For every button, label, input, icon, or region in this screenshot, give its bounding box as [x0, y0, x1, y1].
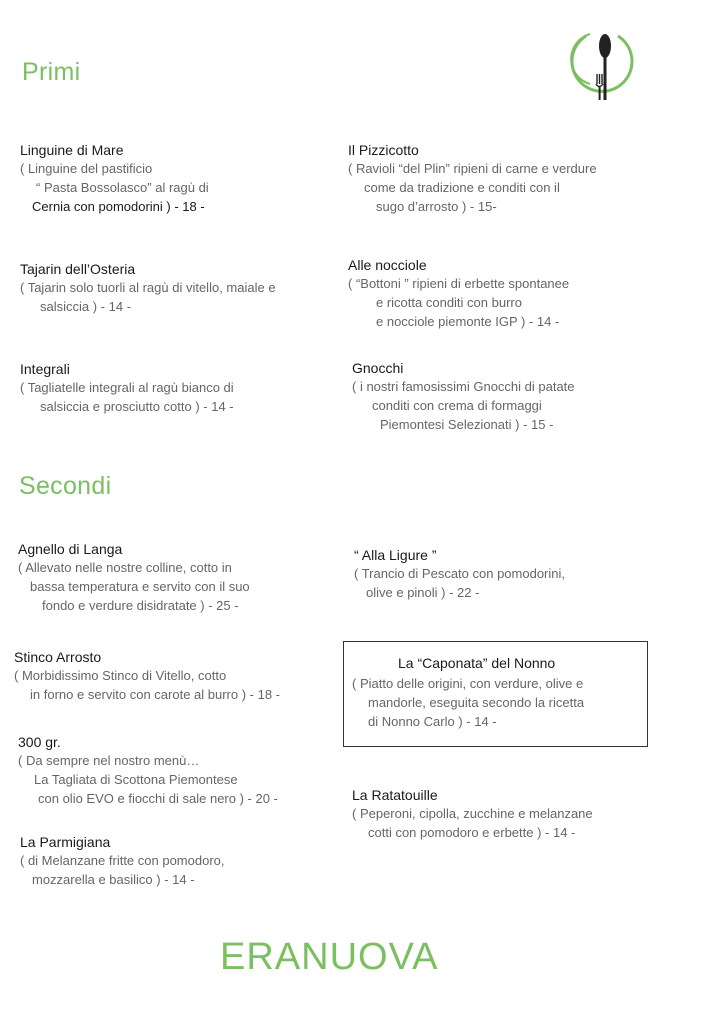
- dish-il-pizzicotto: [348, 141, 597, 216]
- dish-desc-line: con olio EVO e fiocchi di sale nero ) - 20 -: [38, 791, 278, 806]
- dish-alle-nocciole: [348, 256, 569, 331]
- dish-desc-line: ( Morbidissimo Stinco di Vitello, cotto: [14, 668, 227, 683]
- dish-name: “ Alla Ligure ”: [354, 547, 437, 563]
- dish-name: Alle nocciole: [348, 257, 427, 273]
- dish-name: Integrali: [20, 361, 70, 377]
- dish-desc-line: fondo e verdure disidratate ) - 25 -: [42, 598, 239, 613]
- dish-desc-line: sugo d’arrosto ) - 15-: [376, 199, 497, 214]
- dish-desc-line: e nocciole piemonte IGP ) - 14 -: [376, 314, 560, 329]
- dish-integrali: [20, 360, 234, 416]
- dish-desc-line: ( “Bottoni ” ripieni di erbette spontanee: [348, 276, 570, 291]
- dish-desc-line: come da tradizione e conditi con il: [364, 180, 560, 195]
- dish-desc-line: ( Allevato nelle nostre colline, cotto in: [18, 560, 232, 575]
- highlight-box: [343, 641, 648, 747]
- dish-la-parmigiana: [20, 833, 225, 889]
- dish-desc-line: mandorle, eseguita secondo la ricetta: [368, 695, 585, 710]
- dish-linguine-di-mare: [20, 141, 209, 216]
- dish-desc-line: ( Da sempre nel nostro menù…: [18, 753, 200, 768]
- dish-stinco-arrosto: [14, 648, 280, 704]
- dish-desc-line: in forno e servito con carote al burro ) - 18 -: [30, 687, 281, 702]
- dish-name: La Ratatouille: [352, 787, 438, 803]
- dish-desc-line: La Tagliata di Scottona Piemontese: [34, 772, 238, 787]
- dish-la-ratatouille: [352, 786, 593, 842]
- fork-spoon-icon: [566, 28, 638, 102]
- dish-name: Il Pizzicotto: [348, 142, 419, 158]
- dish-desc-line: salsiccia ) - 14 -: [40, 299, 132, 314]
- dish-name: Agnello di Langa: [18, 541, 123, 557]
- dish-desc-line: conditi con crema di formaggi: [372, 398, 542, 413]
- dish-name: Linguine di Mare: [20, 142, 124, 158]
- dish-desc-line: ( di Melanzane fritte con pomodoro,: [20, 853, 225, 868]
- dish-desc-line: ( Tajarin solo tuorli al ragù di vitello, maiale e: [20, 280, 276, 295]
- dish-desc-line: ( Peperoni, cipolla, zucchine e melanzane: [352, 806, 593, 821]
- dish-desc-line: bassa temperatura e servito con il suo: [30, 579, 250, 594]
- brand-name: ERANUOVA: [220, 936, 439, 978]
- dish-desc-line: ( Trancio di Pescato con pomodorini,: [354, 566, 565, 581]
- dish-desc-line: salsiccia e prosciutto cotto ) - 14 -: [40, 399, 234, 414]
- dish-agnello-di-langa: [18, 540, 250, 615]
- dish-desc-line: ( Piatto delle origini, con verdure, olive e: [352, 676, 584, 691]
- dish-desc-line: “ Pasta Bossolasco” al ragù di: [36, 180, 209, 195]
- dish-300-gr: [18, 733, 278, 808]
- dish-desc-line: cotti con pomodoro e erbette ) - 14 -: [368, 825, 576, 840]
- dish-name: Stinco Arrosto: [14, 649, 102, 665]
- dish-desc-line: olive e pinoli ) - 22 -: [366, 585, 480, 600]
- dish-desc-line: ( i nostri famosissimi Gnocchi di patate: [352, 379, 575, 394]
- dish-desc-line: ( Tagliatelle integrali al ragù bianco di: [20, 380, 234, 395]
- dish-name: Gnocchi: [352, 360, 404, 376]
- section-title-primi: Primi: [22, 58, 81, 86]
- dish-desc-line: di Nonno Carlo ) - 14 -: [368, 714, 497, 729]
- dish-alla-ligure: [354, 546, 565, 602]
- dish-name: La Parmigiana: [20, 834, 111, 850]
- section-title-secondi: Secondi: [19, 472, 112, 500]
- dish-name: La “Caponata” del Nonno: [398, 655, 556, 671]
- dish-gnocchi: [352, 359, 575, 434]
- dish-desc-line: Piemontesi Selezionati ) - 15 -: [380, 417, 554, 432]
- dish-desc-line: ( Linguine del pastificio: [20, 161, 153, 176]
- dish-name: 300 gr.: [18, 734, 61, 750]
- dish-name: Tajarin dell’Osteria: [20, 261, 136, 277]
- dish-desc-line: mozzarella e basilico ) - 14 -: [32, 872, 195, 887]
- dish-tajarin: [20, 260, 276, 316]
- dish-desc-line: e ricotta conditi con burro: [376, 295, 522, 310]
- dish-desc-line: ( Ravioli “del Plin” ripieni di carne e verdure: [348, 161, 597, 176]
- dish-desc-line: Cernia con pomodorini ) - 18 -: [32, 199, 205, 214]
